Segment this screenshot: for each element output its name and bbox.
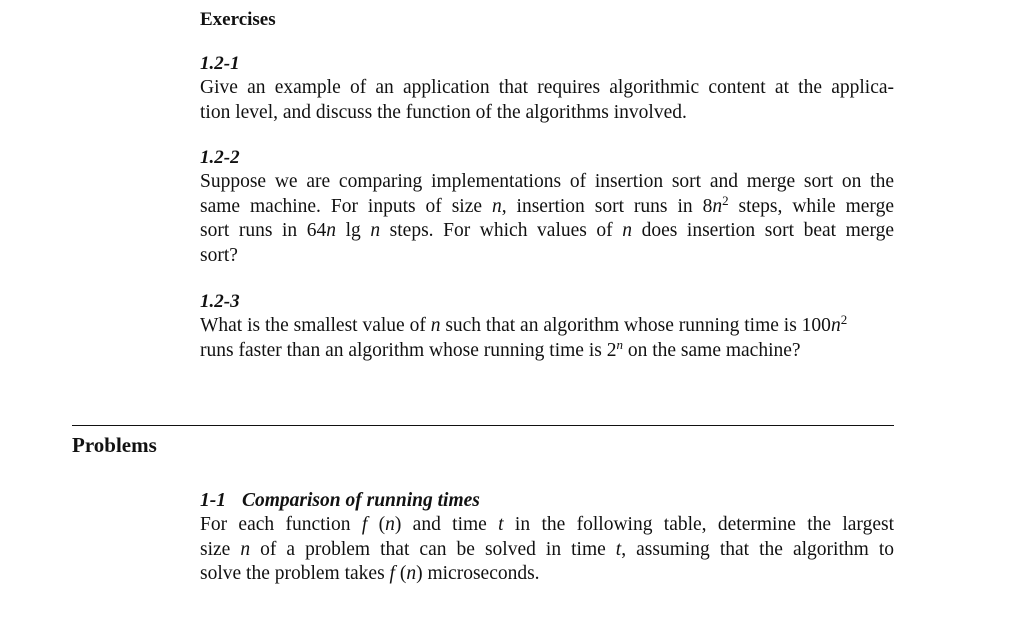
problem-number: 1-1: [200, 490, 226, 511]
problem-1-1-text: [200, 513, 894, 587]
math-var: n: [385, 514, 395, 535]
text-run: For each function: [200, 514, 362, 535]
text-run: lg: [336, 220, 371, 241]
text-line: [200, 192, 894, 220]
math-var: n: [326, 220, 336, 241]
text-run: steps. For which values of: [380, 220, 623, 241]
math-var: t: [615, 538, 622, 560]
text-run: same machine. For inputs of size: [200, 195, 492, 217]
math-var: n: [240, 538, 251, 560]
math-var: t: [498, 514, 504, 535]
text-run: does insertion sort beat merge: [632, 220, 895, 241]
text-run: such that an algorithm whose running time is 100: [440, 315, 831, 336]
math-var: f: [361, 514, 368, 535]
math-var: n: [712, 195, 723, 217]
text-run: What is the smallest value of: [200, 315, 431, 336]
exercise-1-2-1-text: [200, 76, 894, 125]
exercise-1-2-3-number: 1.2-3: [200, 291, 240, 312]
math-var: f: [389, 563, 395, 584]
text-run: runs faster than an algorithm whose running time is 2: [200, 339, 617, 361]
text-line: [200, 311, 894, 339]
text-run: in the following table, determine the largest: [503, 514, 894, 535]
exercise-1-2-1-number: 1.2-1: [200, 53, 240, 74]
text-run: (: [394, 563, 407, 584]
section-divider: [72, 425, 894, 426]
text-line: [200, 219, 894, 244]
math-var: n: [491, 195, 502, 217]
text-run: sort runs in 64: [200, 220, 327, 241]
math-var: n: [370, 220, 381, 241]
problem-title: Comparison of running times: [242, 490, 480, 511]
text-line: [200, 562, 894, 587]
math-var: n: [430, 315, 441, 336]
text-line: tion level, and discuss the function of the algorithms involved.: [200, 101, 687, 123]
text-line: [200, 513, 894, 538]
problem-1-1-heading: [200, 490, 480, 512]
text-line: sort?: [200, 244, 238, 266]
text-run: , insertion sort runs in 8: [501, 195, 713, 217]
math-var: n: [406, 563, 417, 584]
text-run: ) microseconds.: [416, 563, 540, 584]
text-run: ) and time: [394, 514, 499, 535]
math-exponent: 2: [840, 311, 848, 327]
exercise-1-2-3-text: [200, 311, 894, 363]
text-line: [200, 538, 894, 563]
math-exponent: n: [616, 336, 623, 352]
text-run: (: [367, 514, 386, 535]
text-run: steps, while merge: [728, 195, 894, 217]
text-run: , assuming that the algorithm to: [621, 538, 894, 560]
problems-heading: Problems: [72, 433, 157, 457]
exercise-1-2-2-text: [200, 170, 894, 268]
math-exponent: 2: [722, 192, 729, 208]
exercises-heading: Exercises: [200, 9, 276, 30]
math-var: n: [622, 220, 633, 241]
text-run: on the same machine?: [622, 339, 801, 361]
text-line: Suppose we are comparing implementations of insertion sort and merge sort on the: [200, 171, 894, 192]
text-line: Give an example of an application that requires algorithmic content at the applica-: [200, 77, 894, 98]
text-line: [200, 336, 894, 364]
text-run: solve the problem takes: [200, 563, 390, 584]
text-run: size: [200, 538, 241, 560]
math-var: n: [830, 315, 841, 336]
text-run: of a problem that can be solved in time: [250, 538, 616, 560]
exercise-1-2-2-number: 1.2-2: [200, 147, 240, 168]
